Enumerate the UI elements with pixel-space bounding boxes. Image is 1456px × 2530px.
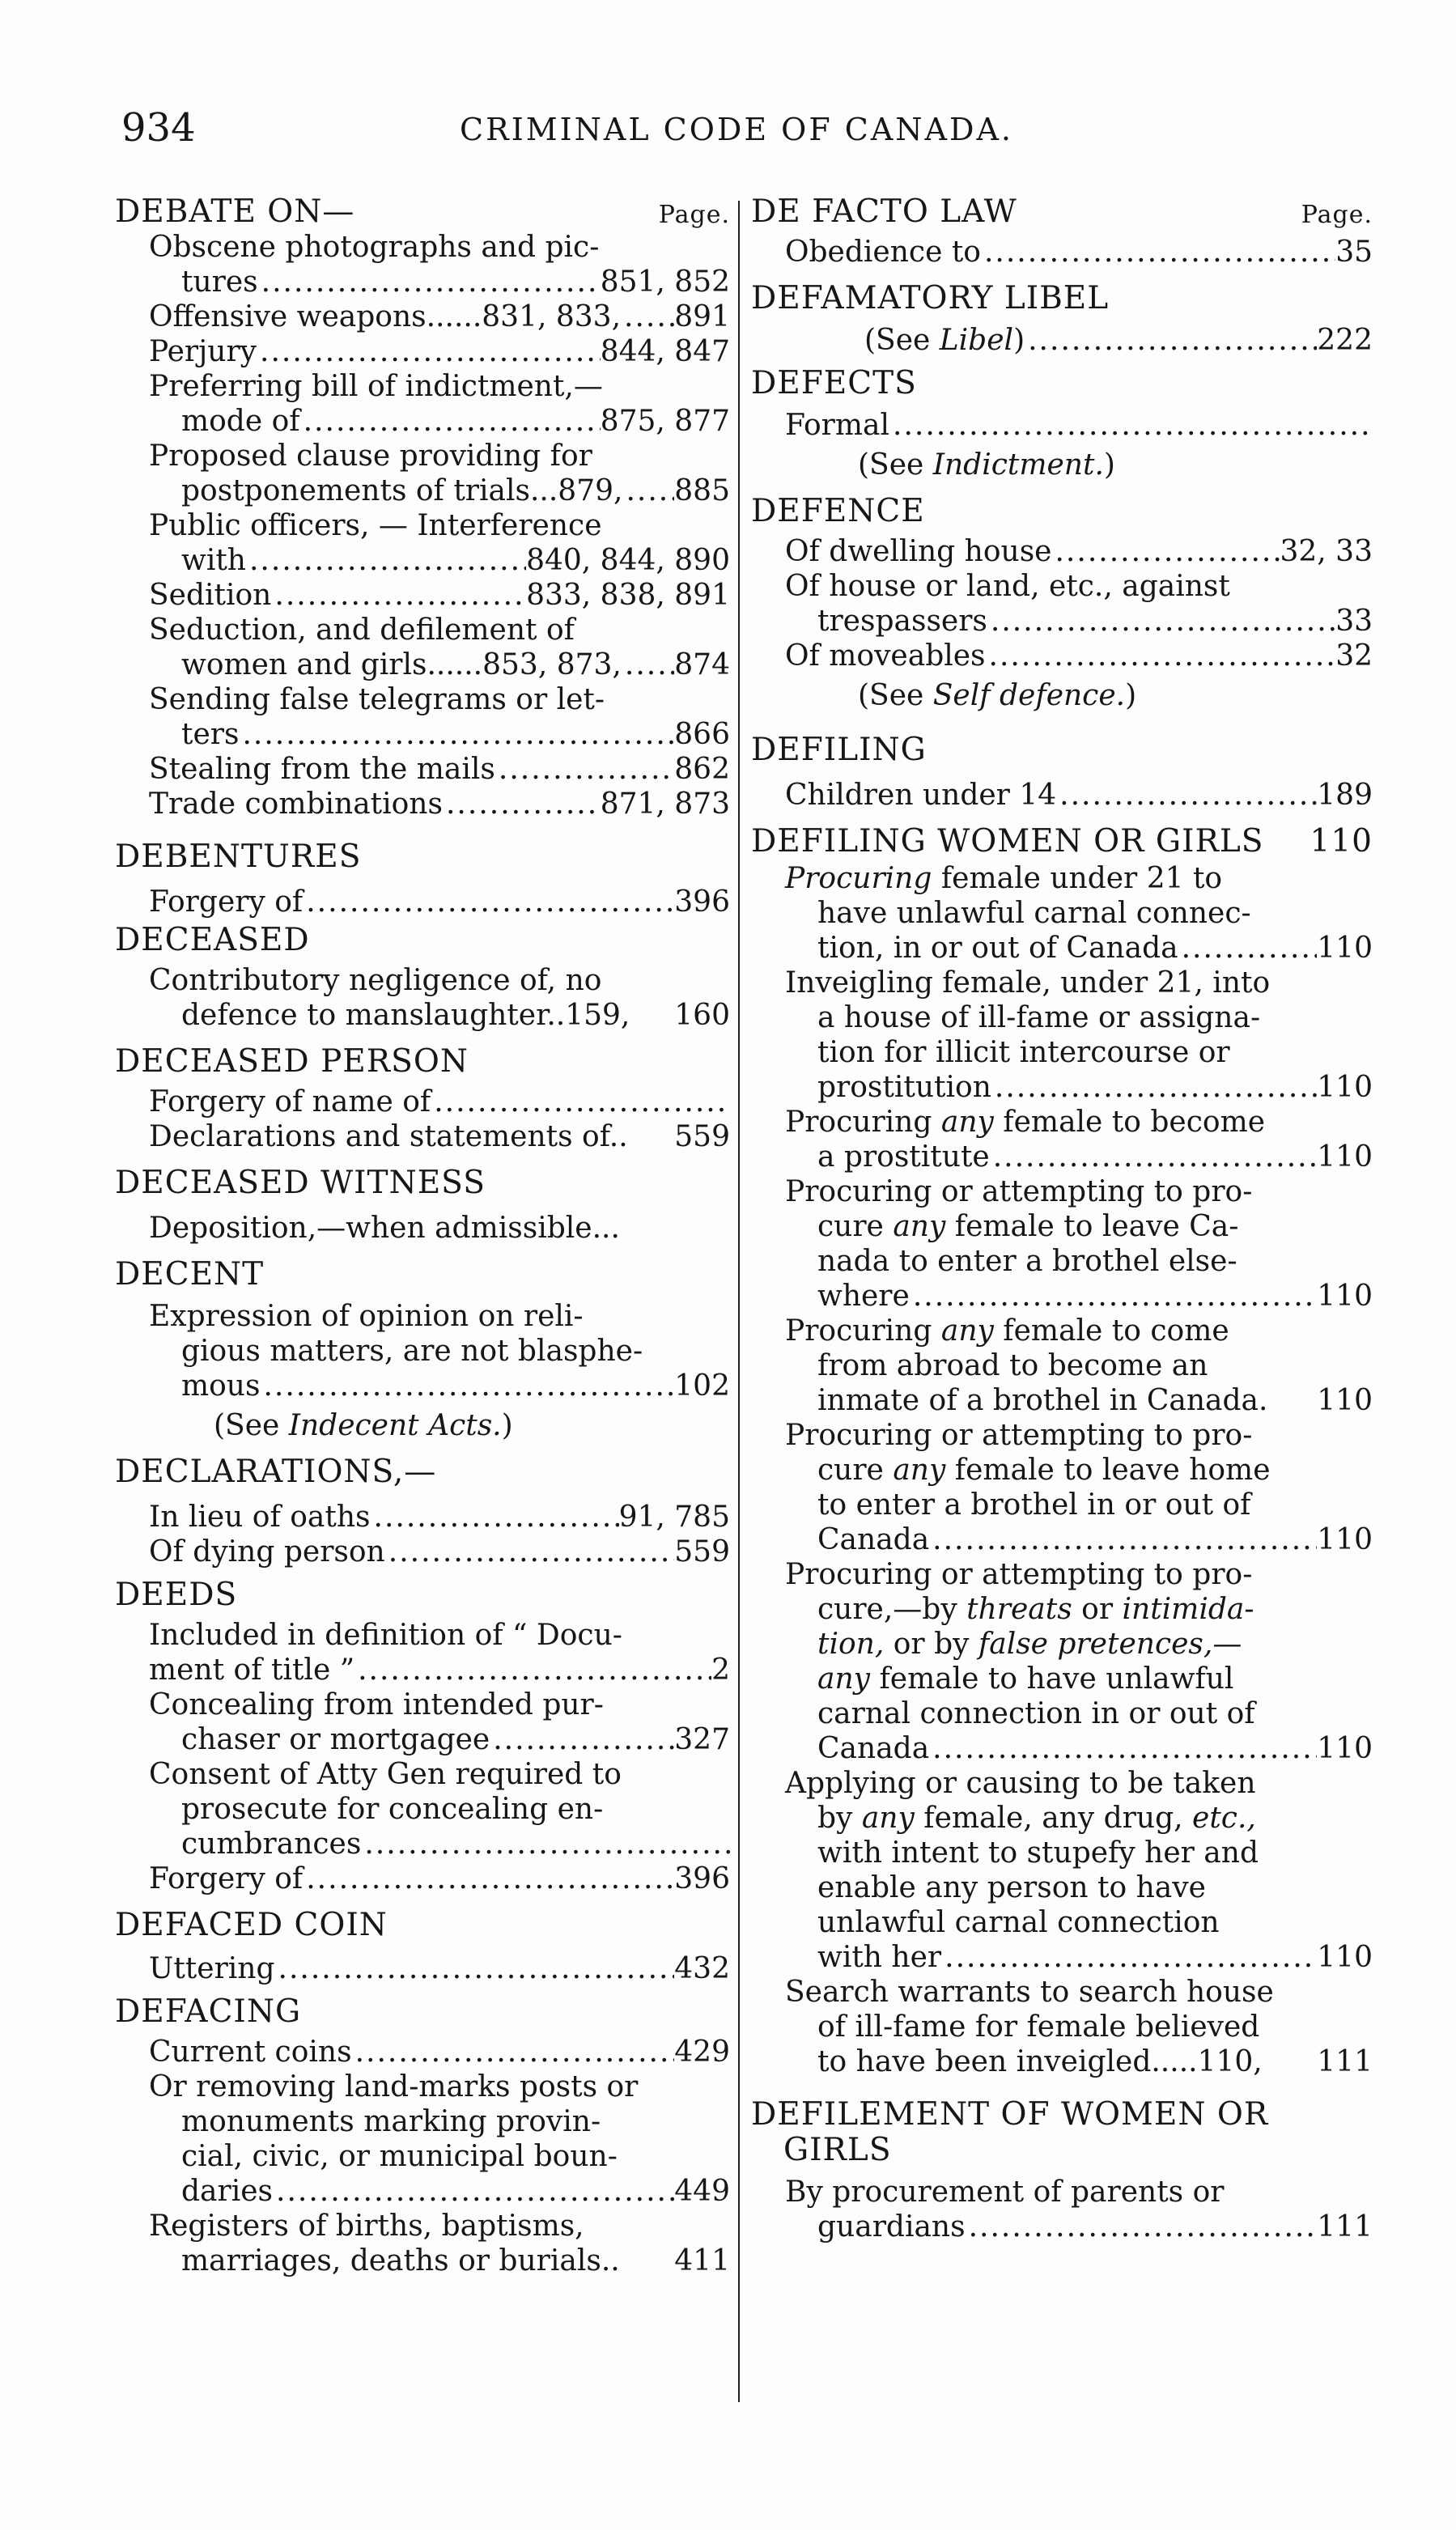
entry-line: Search warrants to search house [785, 1976, 1274, 2009]
index-heading-defects [751, 366, 1373, 482]
right-column [751, 194, 1373, 2244]
entry-line: By procurement of parents or [785, 2176, 1225, 2209]
entry-line: Procuring any female to become [785, 1106, 1266, 1139]
index-entry: chaser or mortgagee ..... 327 [149, 1722, 730, 1757]
index-heading-deceased-witness [115, 1165, 730, 1246]
entry-line: by any female, any drug, etc., [817, 1802, 1256, 1835]
heading-page: 110 [1310, 823, 1373, 860]
index-entry: mode of ..... 875, 877 [149, 404, 730, 439]
heading-text: DE FACTO LAW [751, 193, 1017, 230]
entry-line: Procuring or attempting to pro- [785, 1419, 1253, 1452]
heading-text: DECEASED PERSON [115, 1043, 469, 1080]
index-heading-deceased [115, 923, 730, 1033]
index-entry: Children under 14 ..... 189 [785, 778, 1373, 813]
entry-line: Procuring or attempting to pro- [785, 1175, 1253, 1208]
index-heading-defaced-coin [115, 1908, 730, 1986]
heading-text: DEFILEMENT OF WOMEN OR [751, 2096, 1269, 2133]
entry-line: Registers of births, baptisms, [149, 2210, 584, 2243]
entry-line: Applying or causing to be taken [785, 1767, 1256, 1800]
column-divider [738, 201, 740, 2402]
entry-line: enable any person to have [817, 1871, 1206, 1904]
entry-line: carnal connection in or out of [817, 1697, 1255, 1730]
entry-line: Procuring female under 21 to [785, 862, 1223, 895]
index-heading-declarations [115, 1454, 730, 1569]
index-entry: marriages, deaths or burials.. 411 [181, 2244, 730, 2277]
entry-line: tion for illicit intercourse or [817, 1036, 1230, 1069]
heading-text: DECEASED WITNESS [115, 1165, 486, 1201]
index-entry: with ..... 840, 844, 890 [149, 543, 730, 578]
index-entry: postponements of trials...879, ..... 885 [149, 473, 730, 508]
index-entry: Perjury ..... 844, 847 [149, 334, 730, 369]
entry-line: cure any female to leave Ca- [817, 1210, 1239, 1243]
index-entry: to have been inveigled.....110, 111 [817, 2045, 1373, 2078]
running-head: CRIMINAL CODE OF CANADA. [460, 112, 1013, 147]
entry-line: Proposed clause providing for [149, 439, 592, 473]
index-entry: Forgery of ..... 396 [149, 885, 730, 919]
entry-line: Procuring or attempting to pro- [785, 1558, 1253, 1591]
index-entry: (See Libel) ..... 222 [864, 323, 1373, 358]
entry-line: Sending false telegrams or let- [149, 683, 605, 716]
entry-line: gious matters, are not blasphe- [181, 1335, 643, 1368]
heading-text: DECENT [115, 1256, 265, 1293]
entry-line: cure any female to leave home [817, 1454, 1271, 1487]
heading-text: DEFILING WOMEN OR GIRLS [751, 823, 1264, 860]
heading-text: DEFACED COIN [115, 1907, 388, 1943]
entry-line: prosecute for concealing en- [181, 1793, 604, 1826]
index-heading-deeds [115, 1577, 730, 1896]
index-heading-debate-on [115, 194, 730, 821]
heading-text: DEBATE ON— [115, 193, 355, 230]
index-entry: ment of title ” ..... 2 [149, 1653, 730, 1687]
entry-line: Inveigling female, under 21, into [785, 966, 1271, 1000]
index-entry: daries ..... 449 [149, 2174, 730, 2209]
entry-line: Expression of opinion on reli- [149, 1300, 584, 1333]
index-entry: Canada ..... 110 [785, 1731, 1373, 1766]
entry-line: nada to enter a brothel else- [817, 1245, 1237, 1278]
entry-line: Preferring bill of indictment,— [149, 370, 603, 403]
index-heading-defacing [115, 1994, 730, 2278]
index-entry: Declarations and statements of.. 559 [149, 1120, 730, 1153]
index-entry: ters ..... 866 [149, 717, 730, 752]
entry-line: unlawful carnal connection [817, 1906, 1220, 1939]
entry-line: Procuring any female to come [785, 1314, 1229, 1348]
index-entry: inmate of a brothel in Canada. 110 [817, 1384, 1373, 1417]
entry-line: tion, or by false pretences,— [817, 1628, 1242, 1661]
index-heading-de-facto-law [751, 194, 1373, 270]
index-entry: Forgery of ..... 396 [149, 1861, 730, 1896]
entry-line: cial, civic, or municipal boun- [181, 2140, 618, 2173]
index-entry: women and girls......853, 873, ..... 874 [149, 647, 730, 682]
entry-line: a house of ill-fame or assigna- [817, 1001, 1261, 1034]
index-entry: trespassers ..... 33 [785, 604, 1373, 639]
index-entry: Of dwelling house ..... 32, 33 [785, 534, 1373, 569]
heading-text: DEFECTS [751, 365, 917, 401]
index-heading-deceased-person [115, 1044, 730, 1154]
entry-line: of ill-fame for female believed [817, 2010, 1260, 2044]
index-entry: cumbrances ..... [149, 1827, 730, 1861]
entry-line: Or removing land-marks posts or [149, 2070, 639, 2103]
entry-line: Included in definition of “ Docu- [149, 1619, 622, 1652]
index-entry: Of dying person ..... 559 [149, 1535, 730, 1569]
page-label: Page. [1301, 201, 1373, 229]
heading-text: DECEASED [115, 922, 310, 958]
entry-line: Contributory negligence of, no [149, 964, 602, 997]
index-entry: with her ..... 110 [785, 1940, 1373, 1975]
entry-line: with intent to stupefy her and [817, 1836, 1259, 1870]
index-entry: guardians ..... 111 [785, 2210, 1373, 2244]
index-entry: Sedition ..... 833, 838, 891 [149, 578, 730, 613]
heading-text: DEEDS [115, 1577, 238, 1613]
index-entry: a prostitute ..... 110 [785, 1140, 1373, 1174]
entry-line: Obscene photographs and pic- [149, 231, 600, 264]
entry-line: Of house or land, etc., against [785, 570, 1230, 603]
entry-line: Concealing from intended pur- [149, 1688, 604, 1721]
page-number: 934 [121, 105, 196, 151]
index-entry: Stealing from the mails ..... 862 [149, 752, 730, 787]
index-heading-defiling [751, 732, 1373, 813]
entry-line: Public officers, — Interference [149, 509, 602, 542]
index-entry: prostitution ..... 110 [785, 1070, 1373, 1105]
heading-text: GIRLS [783, 2132, 892, 2168]
index-entry: mous ..... 102 [149, 1369, 730, 1403]
index-entry: Formal ..... [785, 408, 1373, 443]
cross-reference: (See Self defence.) [858, 679, 1137, 712]
index-heading-decent [115, 1257, 730, 1443]
index-entry: where ..... 110 [785, 1279, 1373, 1314]
index-heading-debentures [115, 839, 730, 919]
left-column [115, 194, 730, 2278]
heading-text: DECLARATIONS,— [115, 1454, 437, 1490]
index-entry: Uttering ..... 432 [149, 1951, 730, 1986]
entry-line: cure,—by threats or intimida- [817, 1593, 1254, 1626]
heading-text: DEFACING [115, 1993, 302, 2030]
entry-line: from abroad to become an [817, 1349, 1208, 1382]
index-entry: Canada ..... 110 [785, 1522, 1373, 1557]
index-entry: In lieu of oaths ..... 91, 785 [149, 1500, 730, 1535]
entry-line: monuments marking provin- [181, 2105, 601, 2138]
index-heading-defilement-of-women-or-girls [751, 2097, 1373, 2244]
heading-text: DEFAMATORY LIBEL [751, 280, 1110, 316]
index-heading-defence [751, 494, 1373, 713]
heading-text: DEFILING [751, 732, 927, 768]
index-entry: Obedience to ..... 35 [785, 235, 1373, 270]
page-label: Page. [658, 201, 730, 229]
heading-text: DEFENCE [751, 493, 925, 529]
heading-text: DEBENTURES [115, 838, 362, 875]
index-entry: Offensive weapons......831, 833, ..... 891 [149, 299, 730, 334]
index-entry: Of moveables ..... 32 [785, 639, 1373, 673]
index-entry: defence to manslaughter..159, 160 [181, 999, 730, 1032]
index-entry: tion, in or out of Canada ..... 110 [785, 931, 1373, 966]
index-heading-defiling-women-or-girls [751, 824, 1373, 2079]
index-entry: Current coins ..... 429 [149, 2035, 730, 2069]
index-entry: Forgery of name of ..... [149, 1085, 730, 1119]
entry-line: Seduction, and defilement of [149, 613, 575, 647]
index-entry: Deposition,—when admissible... [149, 1212, 620, 1245]
cross-reference: (See Indecent Acts.) [214, 1409, 513, 1442]
entry-line: Consent of Atty Gen required to [149, 1758, 622, 1791]
index-entry: tures ..... 851, 852 [149, 265, 730, 299]
page-header [121, 105, 1352, 170]
cross-reference: (See Indictment.) [858, 448, 1115, 482]
entry-line: any female to have unlawful [817, 1662, 1234, 1696]
entry-line: to enter a brothel in or out of [817, 1488, 1251, 1522]
debate-entries [115, 230, 730, 821]
index-entry: Trade combinations ..... 871, 873 [149, 787, 730, 821]
entry-line: have unlawful carnal connec- [817, 897, 1251, 930]
index-heading-defamatory-libel [751, 281, 1373, 358]
